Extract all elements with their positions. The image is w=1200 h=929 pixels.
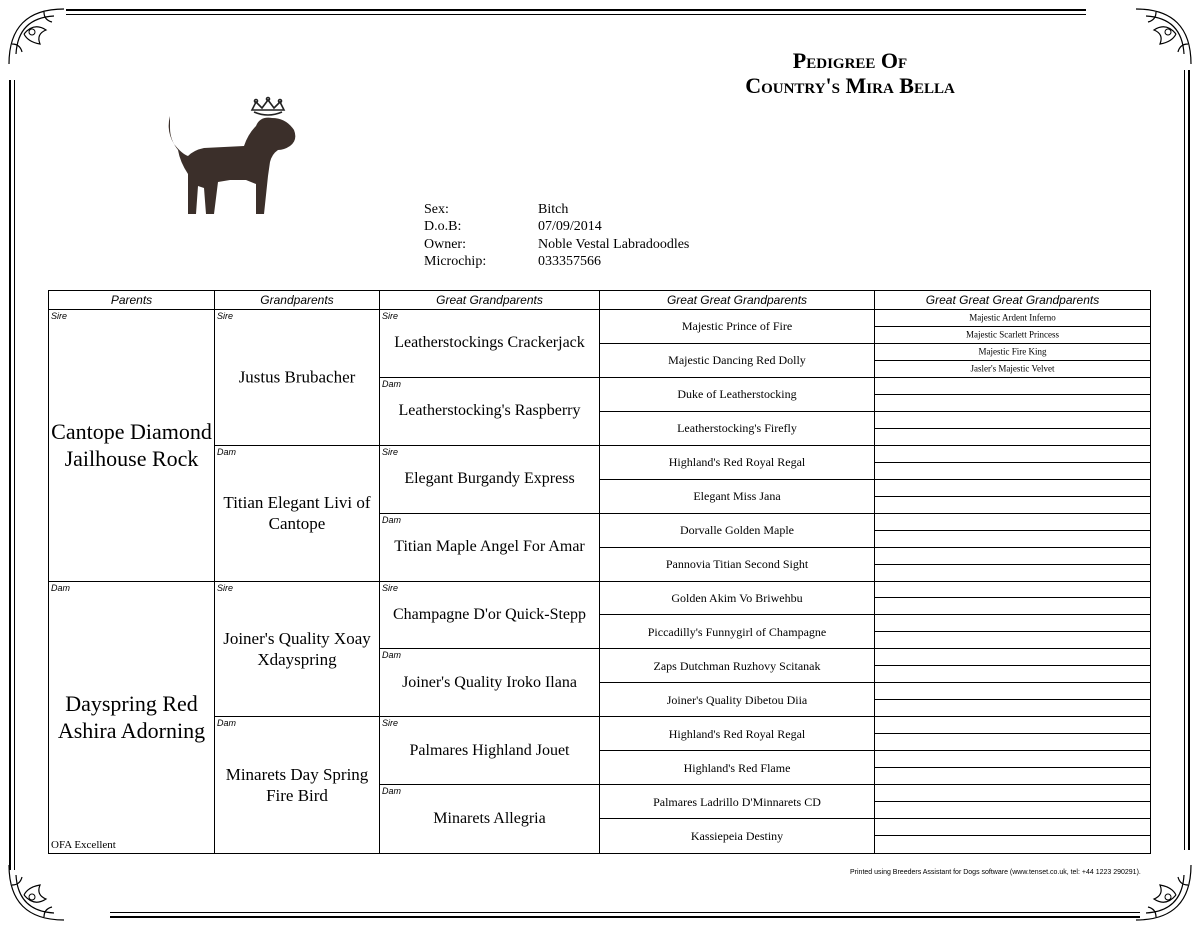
great-great-grandparent-cell [600,514,875,548]
great-great-great-grandparent-cell [875,429,1150,446]
great-great-grandparent-cell [600,785,875,819]
great-great-grandparent-name: Elegant Miss Jana [693,489,781,504]
great-grandparent-name: Palmares Highland Jouet [409,741,570,759]
parent-cell [49,310,215,582]
great-great-great-grandparent-name: Jasler's Majestic Velvet [970,363,1055,374]
info-label: Sex: [424,202,449,217]
frame-top-outer [66,9,1086,11]
great-great-grandparent-cell [600,582,875,616]
great-great-great-grandparent-cell [875,514,1150,531]
parent-name: Dayspring Red Ashira Adorning [57,691,206,744]
great-great-grandparent-name: Palmares Ladrillo D'Minnarets CD [653,794,821,809]
great-great-grandparent-cell [600,615,875,649]
great-great-grandparent-cell [600,649,875,683]
grandparent-cell [215,446,380,582]
great-great-grandparent-name: Majestic Prince of Fire [681,319,793,334]
grandparent-cell [215,310,380,446]
frame-left-inner [14,80,15,870]
great-great-great-grandparent-cell [875,378,1150,395]
role-label: Dam [382,514,402,525]
great-great-grandparent-name: Joiner's Quality Dibetou Diia [666,692,808,707]
great-great-great-grandparent-cell [875,497,1150,514]
great-great-great-grandparent-cell [875,361,1150,378]
great-great-great-grandparent-cell [875,785,1150,802]
great-great-grandparent-cell [600,446,875,480]
great-great-great-grandparent-cell [875,531,1150,548]
great-great-great-grandparent-cell [875,768,1150,785]
info-value: 07/09/2014 [538,219,602,235]
great-great-great-grandparent-cell [875,700,1150,717]
grandparent-name: Joiner's Quality Xoay Xdayspring [223,628,371,669]
great-great-grandparent-name: Leatherstocking's Firefly [677,421,797,436]
great-great-great-grandparent-cell [875,751,1150,768]
great-grandparent-name: Elegant Burgandy Express [404,470,575,488]
great-great-great-grandparent-cell [875,598,1150,615]
parent-cell [49,582,215,854]
great-great-grandparent-name: Pannovia Titian Second Sight [665,557,809,572]
frame-left-outer [9,80,11,870]
great-grandparent-name: Leatherstocking's Raspberry [398,402,581,420]
crown-icon [252,98,284,116]
frame-right-outer [1188,70,1190,850]
info-row-owner [424,236,689,253]
great-great-grandparent-name: Piccadilly's Funnygirl of Champagne [647,624,827,639]
great-great-grandparent-cell [600,378,875,412]
great-grandparent-cell [380,514,600,582]
great-grandparent-cell [380,310,600,378]
column-header-grandparent: Grandparents [215,291,380,310]
great-great-grandparent-name: Golden Akim Vo Briwehbu [671,590,803,605]
great-great-great-grandparent-cell [875,565,1150,582]
great-great-great-grandparent-name: Majestic Ardent Inferno [969,312,1056,323]
role-label: Dam [382,786,402,797]
role-label: Sire [217,582,234,593]
info-label: Microchip: [424,253,487,269]
grandparent-name: Titian Elegant Livi of Cantope [223,493,371,534]
great-great-great-grandparent-cell [875,615,1150,632]
info-value: Bitch [538,202,569,217]
role-label: Sire [51,311,68,321]
great-great-great-grandparent-cell [875,310,1150,327]
great-great-grandparent-cell [600,717,875,751]
great-great-grandparent-name: Highland's Red Royal Regal [668,455,806,470]
frame-top-inner [66,14,1086,15]
great-great-great-grandparent-cell [875,683,1150,700]
great-great-grandparent-cell [600,751,875,785]
great-great-grandparent-name: Kassiepeia Destiny [690,829,784,844]
great-great-great-grandparent-cell [875,412,1150,429]
great-great-great-grandparent-cell [875,395,1150,412]
role-label: Dam [51,582,71,593]
parent-name: Cantope Diamond Jailhouse Rock [51,419,212,472]
role-label: Sire [217,311,234,321]
great-grandparent-cell [380,378,600,446]
health-note: OFA Excellent [51,839,116,851]
great-great-great-grandparent-cell [875,344,1150,361]
info-row-microchip [424,253,689,270]
great-great-grandparent-cell [600,310,875,344]
great-great-great-grandparent-cell [875,463,1150,480]
great-great-great-grandparent-cell [875,734,1150,751]
corner-ornament-bottom-left [4,855,74,925]
great-great-grandparent-cell [600,683,875,717]
great-grandparent-cell [380,785,600,853]
column-header-great-great-great-grandparent: Great Great Great Grandparents [875,291,1150,310]
great-great-great-grandparent-name: Majestic Fire King [978,346,1047,357]
column-header-great-great-grandparent: Great Great Grandparents [600,291,875,310]
dog-silhouette-icon [169,116,296,214]
great-great-great-grandparent-cell [875,327,1150,344]
grandparent-cell [215,717,380,853]
role-label: Dam [382,378,402,389]
great-grandparent-cell [380,649,600,717]
info-value: 033357566 [538,253,601,269]
great-great-great-grandparent-cell [875,632,1150,649]
grandparent-name: Justus Brubacher [238,367,356,387]
great-great-great-grandparent-name: Majestic Scarlett Princess [966,329,1059,340]
great-great-great-grandparent-cell [875,836,1150,853]
great-grandparent-name: Joiner's Quality Iroko Ilana [402,673,577,691]
great-grandparent-cell [380,582,600,650]
great-great-grandparent-cell [600,412,875,446]
great-grandparent-name: Champagne D'or Quick-Stepp [392,605,587,623]
great-great-great-grandparent-cell [875,802,1150,819]
corner-ornament-top-left [4,4,74,74]
corner-ornament-bottom-right [1126,855,1196,925]
frame-bottom-outer [110,916,1140,918]
great-grandparent-name: Titian Maple Angel For Amar [394,538,585,556]
pedigree-table [48,290,1151,854]
page-title-line-1: Pedigree Of [792,48,908,73]
info-row-dob [424,218,689,235]
role-label: Sire [382,446,399,457]
dog-info [424,201,689,270]
great-great-grandparent-cell [600,480,875,514]
info-value: Noble Vestal Labradoodles [538,236,690,252]
role-label: Dam [217,446,237,457]
info-row-sex [424,201,689,218]
great-great-grandparent-name: Highland's Red Royal Regal [668,726,806,741]
info-label: D.o.B: [424,219,462,235]
great-great-great-grandparent-cell [875,446,1150,463]
frame-bottom-inner [110,912,1140,913]
role-label: Sire [382,311,399,321]
great-grandparent-name: Leatherstockings Crackerjack [394,334,585,352]
page-title-line-2: Country's Mira Bella [745,73,955,98]
printed-by-footer: Printed using Breeders Assistant for Dogs software (www.tenset.co.uk, tel: +44 1223 290291). [850,869,1141,876]
great-grandparent-cell [380,717,600,785]
great-great-grandparent-cell [600,344,875,378]
column-header-parent: Parents [49,291,215,310]
great-great-great-grandparent-cell [875,717,1150,734]
great-grandparent-cell [380,446,600,514]
great-great-grandparent-name: Majestic Dancing Red Dolly [668,353,806,368]
grandparent-cell [215,582,380,718]
role-label: Sire [382,718,399,729]
great-great-great-grandparent-cell [875,548,1150,565]
great-great-great-grandparent-cell [875,666,1150,683]
great-great-grandparent-cell [600,548,875,582]
role-label: Dam [382,650,402,661]
great-great-great-grandparent-cell [875,819,1150,836]
role-label: Dam [217,718,237,729]
great-great-grandparent-cell [600,819,875,853]
info-label: Owner: [424,236,466,252]
great-great-great-grandparent-cell [875,480,1150,497]
great-great-grandparent-name: Highland's Red Flame [683,760,791,775]
great-great-grandparent-name: Duke of Leatherstocking [677,387,797,402]
great-great-grandparent-name: Zaps Dutchman Ruzhovy Scitanak [653,658,821,673]
column-header-great-grandparent: Great Grandparents [380,291,600,310]
great-great-great-grandparent-cell [875,582,1150,599]
great-grandparent-name: Minarets Allegria [433,810,546,828]
role-label: Sire [382,582,399,593]
grandparent-name: Minarets Day Spring Fire Bird [225,765,369,806]
great-great-grandparent-name: Dorvalle Golden Maple [680,523,794,538]
dog-with-crown-logo [160,96,300,220]
great-great-great-grandparent-cell [875,649,1150,666]
frame-right-inner [1184,70,1185,850]
